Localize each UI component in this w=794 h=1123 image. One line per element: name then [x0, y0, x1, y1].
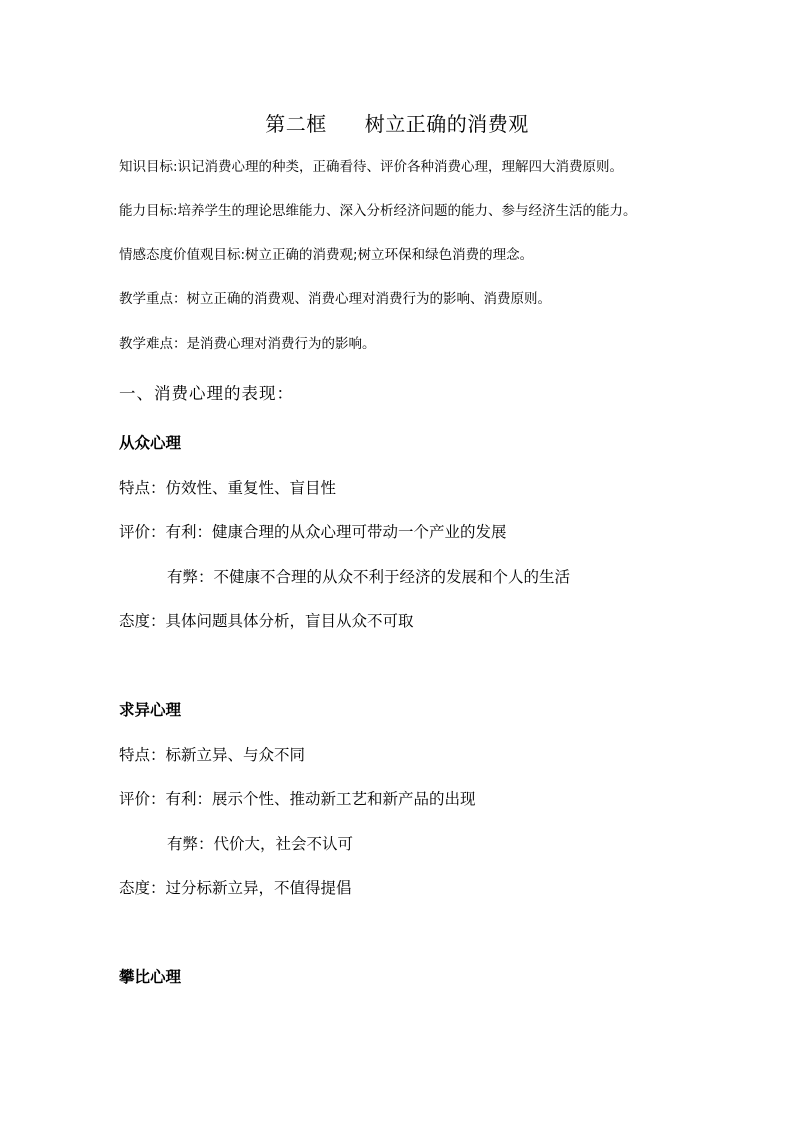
knowledge-objective: 知识目标:识记消费心理的种类，正确看待、评价各种消费心理，理解四大消费原则。	[119, 159, 624, 175]
difference-features: 特点：标新立异、与众不同	[119, 746, 306, 764]
conformity-attitude: 态度：具体问题具体分析，盲目从众不可取	[119, 612, 414, 630]
ability-objective: 能力目标:培养学生的理论思维能力、深入分析经济问题的能力、参与经济生活的能力。	[119, 203, 637, 219]
emotion-objective: 情感态度价值观目标:树立正确的消费观;树立环保和绿色消费的理念。	[119, 247, 534, 263]
conformity-evaluation-pro: 评价：有利：健康合理的从众心理可带动一个产业的发展	[119, 523, 507, 541]
difference-attitude: 态度：过分标新立异，不值得提倡	[119, 879, 352, 897]
teaching-key-points: 教学重点：树立正确的消费观、消费心理对消费行为的影响、消费原则。	[119, 291, 551, 307]
difference-evaluation-con: 有弊：代价大，社会不认可	[167, 835, 354, 853]
conformity-heading: 从众心理	[119, 434, 182, 452]
conformity-features: 特点：仿效性、重复性、盲目性	[119, 479, 337, 497]
comparison-heading: 攀比心理	[119, 968, 182, 986]
title-part-1: 第二框	[265, 112, 327, 136]
difference-evaluation-pro: 评价：有利：展示个性、推动新工艺和新产品的出现	[119, 790, 476, 808]
page-title	[0, 108, 794, 137]
teaching-difficulty: 教学难点：是消费心理对消费行为的影响。	[119, 336, 376, 352]
section-heading-consumer-psychology: 一、消费心理的表现：	[119, 384, 294, 403]
title-part-2: 树立正确的消费观	[364, 112, 529, 136]
conformity-evaluation-con: 有弊：不健康不合理的从众不利于经济的发展和个人的生活	[167, 568, 571, 586]
difference-heading: 求异心理	[119, 701, 182, 719]
